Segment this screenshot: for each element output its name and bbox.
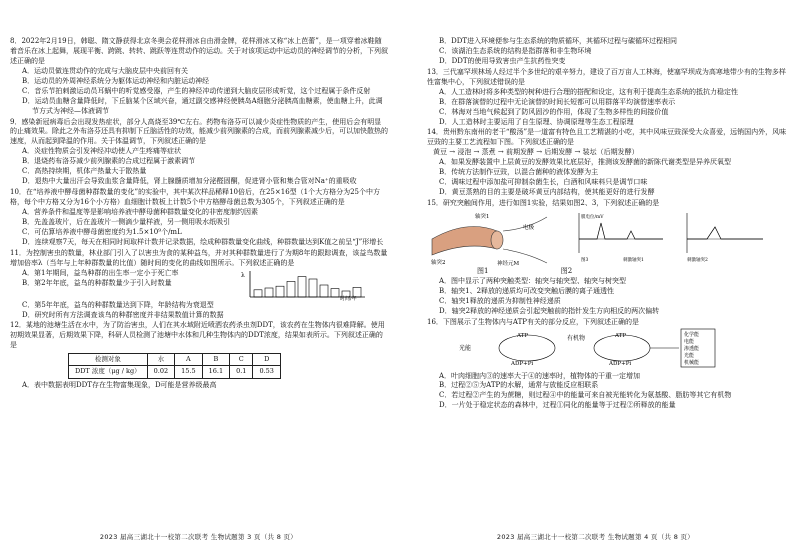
label-osmotic-energy: 渗透能 bbox=[684, 345, 700, 352]
question-stem: 8．2022年2月19日，韩聪、隋文静获得北京冬奥会花样滑冰自由滑金牌，花样滑冰又称“冰上芭蕾”，是一项穿着冰鞋随着音乐在冰上起舞，展现平衡、跨跳、转转、跳跃等连贯动作的运动。关于对该项运动中运动员的神经调节的分析，下列叙述正确的是 bbox=[10, 37, 388, 65]
option-c: C．轴突1释放的递质为抑制性神经递质 bbox=[439, 296, 561, 305]
question-stem: 9．感染新冠病毒后会出现发热症状，部分人高烧至39℃左右。药物布洛芬可以减少炎症性物质的产生，使用后会有明显的止痛效果。除此之外布洛芬还具有抑制下丘脑活性的功效，能减少前列腺素的合成，而前列腺素减少后，可以加快散热的速度，从而起到降温的作用。关于体温调节，下列叙述正确的是 bbox=[10, 117, 388, 146]
flow-step: 后期发酵 bbox=[544, 148, 573, 157]
ddt-table bbox=[68, 353, 281, 378]
question-12 bbox=[10, 321, 388, 390]
table-cell: 0.1 bbox=[230, 366, 253, 378]
label-atp-1: ATP bbox=[517, 332, 529, 339]
table-header: B bbox=[202, 354, 229, 366]
option-b: B．传统方法制作豆豉，以混合菌种的液体发酵为主 bbox=[439, 168, 599, 177]
label-atp-2: ATP bbox=[615, 332, 627, 339]
option-b: B．过程②⑤为ATP的水解，通常与放能反应相联系 bbox=[439, 381, 599, 390]
label-adp-2: ADP+Pi bbox=[609, 360, 632, 367]
option-d: D．人工造林时主要运用了自生原理、协调原理等生态工程原理 bbox=[439, 117, 634, 126]
option-c: C．可估算培养液中酵母菌密度约为1.5×10⁹个/mL bbox=[22, 227, 182, 236]
page-footer: 2023 届高三湖北十一校第二次联考 生物试题第 3 页（共 8 页） bbox=[99, 532, 298, 541]
option-b: B．在群落演替的过程中无论演替的时间长短都可以用群落平均演替速率表示 bbox=[439, 97, 676, 106]
table-cell: 0.02 bbox=[147, 366, 174, 378]
lambda-bar bbox=[287, 281, 295, 297]
process-flow: 黄豆 → 浸泡 → 蒸煮 → 前期发酵 → 后期发酵 → 装坛（后期发酵） bbox=[433, 148, 639, 157]
label-stim-2: 刺激轴突1 bbox=[623, 257, 644, 263]
atp-cycle-diagram bbox=[457, 328, 737, 368]
option-b: B．运动员的外周神经系统分为躯体运动神经和内脏运动神经 bbox=[22, 76, 210, 85]
label-stim-1: 图3 bbox=[581, 257, 589, 263]
page-4-column bbox=[427, 37, 787, 412]
option-a: A．营养条件和温度等是影响培养液中酵母菌种群数量变化的非密度制约因素 bbox=[22, 207, 259, 216]
lambda-bar bbox=[254, 289, 262, 296]
label-axon-2: 轴突2 bbox=[431, 259, 446, 266]
option-b: B．DDT进入环境便参与生态系统的物质循环，其循环过程与碳循环过程相同 bbox=[439, 37, 678, 45]
label-axon-1: 轴突1 bbox=[475, 213, 490, 220]
option-b: B．轴突1、2释放的递质均可改变突触后膜的离子通透性 bbox=[439, 286, 615, 295]
option-b: B．第2年年底，益鸟的种群数量少于引入时数量 bbox=[22, 278, 172, 287]
flow-step: 前期发酵 bbox=[505, 148, 534, 157]
option-d: D．一片处于稳定状态的森林中，过程①同化的能量等于过程②所释放的能量 bbox=[439, 401, 676, 410]
label-organic: 有机物 bbox=[567, 334, 586, 342]
option-c: C．第5年年底，益鸟的种群数量达到下降，年龄结构为衰退型 bbox=[22, 300, 214, 309]
question-16 bbox=[427, 318, 787, 412]
lambda-bar bbox=[331, 288, 339, 296]
lambda-bar bbox=[298, 276, 306, 296]
table-header: C bbox=[230, 354, 253, 366]
option-a: A．叶肉细胞内③的速率大于④的速率时，植物体的干重一定增加 bbox=[439, 371, 641, 380]
option-a: A．炎症性物质会引发神经冲动使人产生疼痛等症状 bbox=[22, 147, 182, 156]
table-row-label: DDT 浓度（μg / kg） bbox=[69, 366, 148, 378]
option-d: D．黄豆蒸熟的目的主要是破坏黄豆内部结构，使其能更好的进行发酵 bbox=[439, 188, 655, 197]
option-a: A．表中数据表明DDT存在生物富集现象，D可能是营养级最高 bbox=[22, 380, 217, 389]
label-mech-energy: 机械能 bbox=[684, 359, 700, 366]
label-adp-1: ADP+Pi bbox=[511, 360, 534, 367]
caption-fig2: 图2 bbox=[560, 266, 573, 275]
question-stem: 14．贵州黔东南州的老干“酸汤”是一道富有特色且工艺精湛的小吃，其中风味豆豉深受大众喜爱，远销国内外，风味豆豉的主要工艺流程如下图。下列叙述正确的是 bbox=[427, 128, 787, 147]
option-c: C．若过程②产生的为蔗糖，则过程④中的能量可来自被光能转化为氨基酸、脂肪等其它有机物 bbox=[439, 391, 732, 400]
option-a: A．第1年期间，益鸟种群的出生率一定小于死亡率 bbox=[22, 268, 179, 277]
table-cell: 16.1 bbox=[202, 366, 229, 378]
question-14 bbox=[427, 128, 787, 198]
question-stem: 12．某地的池塘生活在水中，为了防治害虫，人们在其水域附近喷洒农药杀虫剂DDT，该农药在生物体内很难降解。使用初期效果显著，后期效果下降，科研人员检测了池塘中水体和几种生物体内的DDT浓度，结果如表所示。下列叙述正确的是 bbox=[10, 321, 385, 350]
option-d: D．运动员血糖含量降低时，下丘脑某个区域兴奋，通过副交感神经使胰岛A细胞分泌胰高血糖素，使血糖上升，此调节方式为神经—体液调节 bbox=[22, 96, 383, 115]
chart-ylabel: λ bbox=[241, 271, 245, 279]
label-neuron-m: 神经元M bbox=[497, 260, 520, 267]
question-stem: 13．三代塞罕坝林场人经过半个多世纪的艰辛努力，建设了百万亩人工林海，使塞罕坝成为高寒地带少有的生物多样性富集中心，下列叙述错误的是 bbox=[427, 67, 786, 86]
option-b: B．先盖盖玻片，后在盖玻片一侧滴少量样液，另一侧用吸水纸吸引 bbox=[22, 217, 231, 226]
lambda-bar bbox=[320, 285, 328, 297]
lambda-bar bbox=[276, 286, 284, 297]
lambda-bar bbox=[309, 279, 317, 297]
option-d: D．研究时所有方法调查该鸟的种群密度并非结果数值计算的数据 bbox=[22, 310, 224, 319]
label-light-energy-2: 光能 bbox=[684, 352, 695, 359]
question-15 bbox=[427, 199, 787, 317]
option-c: C．调味过程中添加盐可抑制杂菌生长，白酒和风味料只是调节口味 bbox=[439, 178, 648, 187]
label-light-energy: 光能 bbox=[459, 344, 472, 352]
option-d: D．退热中大量出汗会导致血浆含量降低，肾上腺髓质增加分泌醛固酮，促进肾小管和集合管对Na⁺的重吸收 bbox=[22, 177, 357, 186]
table-cell: 0.53 bbox=[253, 366, 280, 378]
label-potential: 膜电位/mV bbox=[581, 214, 604, 220]
label-stim-1b: 刺激轴突2 bbox=[687, 257, 708, 263]
question-13 bbox=[427, 68, 787, 128]
membrane-potential-graph-3 bbox=[677, 209, 767, 267]
synapse-diagram bbox=[427, 209, 557, 267]
label-chem-energy: 化学能 bbox=[684, 331, 700, 338]
caption-fig1: 图1 bbox=[477, 266, 489, 275]
option-d: D．轴突2释放的神经递质会引起突触前的指针发生方向相反的两次偏转 bbox=[439, 306, 660, 315]
lambda-bar bbox=[265, 288, 273, 297]
question-stem: 11．为控制害虫的数量，林业部门引入了以害虫为食的某种益鸟，并对其种群数量进行了为期8年的跟踪调查，该益鸟数量增加倍率λ（当年与上年种群数量的比值）随时间的变化的曲线如图所示。下列叙述正确的是 bbox=[10, 248, 388, 267]
option-c: C．高热持续期，机体产热量大于散热量 bbox=[22, 167, 147, 176]
question-9 bbox=[10, 118, 388, 188]
question-12-cont bbox=[427, 37, 787, 67]
membrane-potential-graph-2 bbox=[567, 209, 667, 267]
flow-step: 浸泡 bbox=[457, 148, 472, 157]
question-stem: 10．在“培养液中酵母菌种群数量的变化”的实验中，其中某次样品稀释10倍后，在25×16型（1个大方格分为25个中方格，每个中方格又分为16个小方格）血细胞计数板上计数5个中方格酵母菌总数为305个，下列叙述正确的是 bbox=[10, 188, 381, 206]
flow-step: 装坛（后期发酵） bbox=[582, 148, 639, 157]
lambda-bar-chart bbox=[240, 269, 370, 301]
table-header: D bbox=[253, 354, 280, 366]
label-electrode: 电极 bbox=[523, 224, 535, 231]
flow-step: 黄豆 bbox=[433, 148, 447, 157]
option-b: B．退烧药布洛芬减少前列腺素的合成过程属于激素调节 bbox=[22, 157, 196, 166]
synapse-figures bbox=[427, 209, 787, 267]
option-a: A．运动员做连贯动作的完成与大脑皮层中央前回有关 bbox=[22, 66, 189, 75]
option-a: A．图中显示了两种突触类型：轴突与轴突型、轴突与树突型 bbox=[439, 276, 627, 285]
page-footer: 2023 届高三湖北十一校第二次联考 生物试题第 4 页（共 8 页） bbox=[496, 532, 695, 541]
option-c: C．音乐节拍刺激运动员耳蜗中的听觉感受器，产生的神经冲动传递到大脑皮层形成听觉，这个过程属于条件反射 bbox=[22, 86, 371, 95]
figure-captions bbox=[477, 267, 787, 277]
label-elec-energy: 电能 bbox=[684, 338, 695, 345]
option-a: A．如果发酵装置中上层黄豆的发酵效果比底层好，推测该发酵菌的新陈代谢类型是异养厌氧型 bbox=[439, 158, 732, 167]
option-d: D．DDT的使用导致害虫产生抗药性突变 bbox=[439, 56, 566, 65]
flow-step: 蒸煮 bbox=[481, 148, 496, 157]
question-stem: 16．下图展示了生物体内与ATP有关的部分反应，下列叙述正确的是 bbox=[427, 317, 639, 326]
question-8 bbox=[10, 37, 388, 117]
table-header: 检测对象 bbox=[69, 354, 148, 366]
option-c: C．该湖泊生态系统的结构是指群落和非生物环境 bbox=[439, 46, 592, 55]
chart-xlabel: 时间/年 bbox=[340, 295, 357, 301]
question-stem: 15．研究突触间作用，进行如图1实验，结果如图2、3，下列叙述正确的是 bbox=[427, 199, 660, 207]
table-header: 水 bbox=[147, 354, 174, 366]
question-11 bbox=[10, 249, 388, 321]
option-a: A．人工造林时将多种类型的树种进行合理的搭配和设定，这有利于提高生态系统的抵抗力稳定性 bbox=[439, 87, 739, 96]
table-header: A bbox=[175, 354, 202, 366]
option-c: C．林海对当地气候起到了防风固沙的作用，体现了生物多样性的间接价值 bbox=[439, 107, 669, 116]
page-4 bbox=[397, 0, 794, 550]
page-3-column bbox=[10, 37, 388, 392]
question-10 bbox=[10, 188, 388, 248]
table-cell: 15.5 bbox=[175, 366, 202, 378]
option-d: D．连续观察7天，每天在相同时间取样计数并记录数据，绘成种群数量变化曲线，种群数量达到K值之前呈“J”形增长 bbox=[22, 237, 384, 246]
